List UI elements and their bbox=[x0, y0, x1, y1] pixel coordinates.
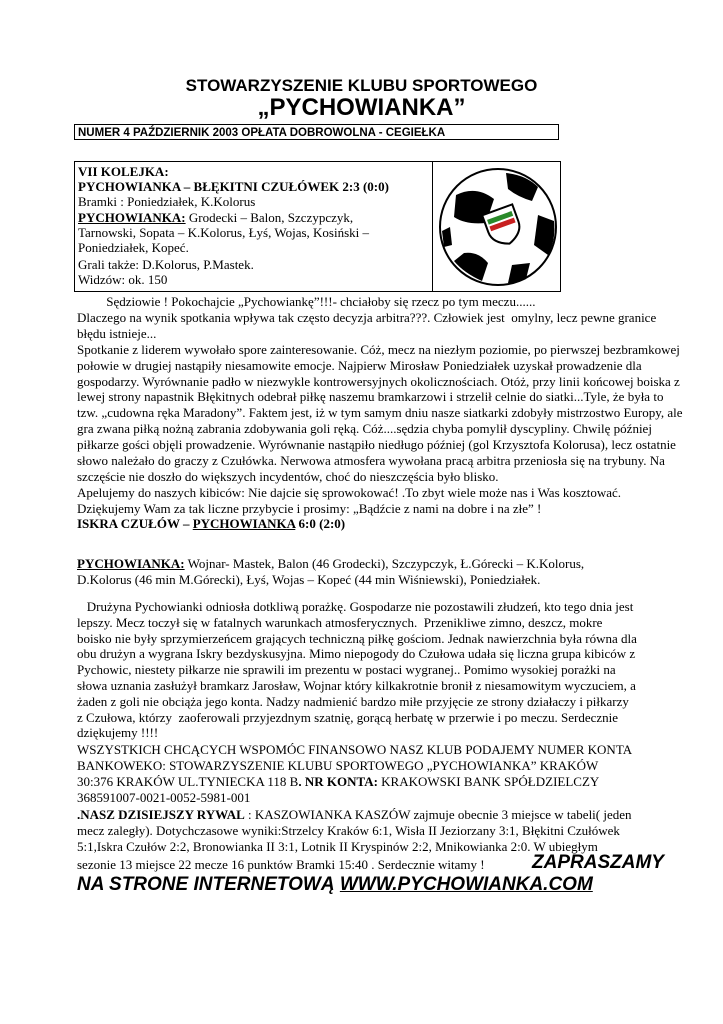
issue-banner: NUMER 4 PAŹDZIERNIK 2003 OPŁATA DOBROWOLNA - CEGIEŁKA bbox=[74, 124, 559, 140]
account-label: . NR KONTA: bbox=[298, 774, 378, 789]
header-title: STOWARZYSZENIE KLUBU SPORTOWEGO bbox=[185, 76, 538, 95]
match2-title bbox=[77, 516, 345, 531]
team-label: PYCHOWIANKA: bbox=[78, 209, 186, 225]
match2-team: PYCHOWIANKA bbox=[192, 516, 296, 531]
rival-line-4: sezonie 13 miejsce 22 mecze 16 punktów Bramki 15:40 . Serdecznie witamy ! bbox=[77, 857, 485, 872]
report1-line: błędu istnieje... bbox=[77, 325, 157, 341]
report2-line: lepszy. Mecz toczył się w fatalnych warunkach atmosferycznych. Przenikliwe zimno, deszcz, mokre bbox=[77, 614, 603, 630]
round-label: VII KOLEJKA: bbox=[78, 164, 169, 179]
match-box bbox=[74, 161, 561, 292]
report1-line: Dziękujemy Wam za tak liczne przybycie i prosimy: „Bądźcie z nami na dobre i na złe” ! bbox=[77, 500, 542, 516]
report2-line: dziękujemy !!!! bbox=[77, 725, 159, 741]
match2-lineup-text: Wojnar- Mastek, Balon (46 Grodecki), Szczypczyk, Ł.Górecki – K.Kolorus, bbox=[184, 556, 585, 571]
also-played: Grali także: D.Kolorus, P.Mastek. bbox=[78, 257, 254, 273]
match2-score: 6:0 (2:0) bbox=[295, 516, 346, 531]
report1-line: gra zwana piłką nożną zabrania zdobywania goli ręką. Cóż....sędzia chyba pomylił dyscypliny. Chwilę później bbox=[77, 421, 652, 437]
website-link[interactable]: WWW.PYCHOWIANKA.COM bbox=[339, 874, 593, 895]
report1-line: Spotkanie z liderem wywołało spore zainteresowanie. Cóż, mecz na niezłym poziomie, po pierwszej bezbramkowej bbox=[77, 341, 680, 357]
bank-line-2: BANKOWEKO: STOWARZYSZENIE KLUBU SPORTOWEGO „PYCHOWIANKA” KRAKÓW bbox=[77, 758, 599, 773]
match-title: PYCHOWIANKA – BŁĘKITNI CZUŁÓWEK 2:3 (0:0) bbox=[78, 179, 389, 195]
rival-line-3: 5:1,Iskra Czułów 2:2, Bronowianka II 3:1, Lotnik II Kryspinów 2:2, Mnikowianka 2:0. W ubiegłym bbox=[77, 839, 598, 854]
spectators: Widzów: ok. 150 bbox=[78, 272, 168, 288]
report1-line: szczęście nie doszło do większych incydentów, choć do nieszczęścia było blisko. bbox=[77, 468, 499, 484]
goals-line: Bramki : Poniedziałek, K.Kolorus bbox=[78, 194, 256, 210]
report1-line: połowie w drugiej nastąpiły niesamowite emocje. Najpierw Mirosław Poniedziałek uzyskał prowadzenie dla bbox=[77, 357, 642, 373]
report2-line: boisko nie były sprzymierzeńcem grających techniczną piłkę gościom. Jednak nawierzchnia była równa dla bbox=[77, 630, 637, 646]
lineup-line-2: Tarnowski, Sopata – K.Kolorus, Łyś, Wojas, Kosiński – bbox=[78, 224, 370, 240]
match2-prefix: ISKRA CZUŁÓW – bbox=[77, 516, 193, 531]
match2-lineup-1 bbox=[77, 556, 584, 571]
report2-line: Drużyna Pychowianki odniosła dotkliwą porażkę. Gospodarze nie pozostawili złudzeń, kto tego dnia jest bbox=[77, 599, 634, 614]
lineup-text-1: Grodecki – Balon, Szczypczyk, bbox=[185, 209, 354, 225]
report1-line: tzw. „cudowna ręka Maradony”. Faktem jest, iż w tym samym dniu nasze siatkarki zdobyły mistrzostwo Europy, ale bbox=[77, 405, 683, 421]
match-box-text bbox=[78, 164, 430, 288]
report1-line: Apelujemy do naszych kibiców: Nie dajcie się sprowokować! .To zbyt wiele może nas i Was kosztować. bbox=[77, 484, 622, 500]
report1-line: lewej strony napastnik Błękitnych odebrał piłkę naszemu bramkarzowi i strzelił celnie do siatki...Tyle, że była to bbox=[77, 389, 664, 405]
promo-invite: ZAPRASZAMY bbox=[532, 852, 664, 873]
rival-text-1: : KASZOWIANKA KASZÓW zajmuje obecnie 3 miejsce w tabeli( jeden bbox=[244, 807, 632, 822]
soccer-ball-icon bbox=[436, 165, 560, 289]
report2-line: z Czułowa, którzy zaoferowali przyjezdnym szatnię, gorącą herbatę w przerwie i po meczu. Serdecznie bbox=[77, 709, 619, 725]
report2-line: słowa uznania zasłużył bramkarz Jarosław, Wojnar który kilkakrotnie bronił z niesamowitym wyczuciem, a bbox=[77, 678, 636, 693]
bank-name: KRAKOWSKI BANK SPÓŁDZIELCZY bbox=[377, 774, 600, 789]
match2-lineup-label: PYCHOWIANKA: bbox=[77, 556, 185, 571]
rival-label: .NASZ DZISIEJSZY RYWAL bbox=[77, 807, 245, 822]
report2-line: Pychowic, niestety piłkarze nie sprawili im prezentu w postaci wygranej.. Pomimo wysokiej porażki na bbox=[77, 662, 616, 678]
rival-line-2: mecz zaległy). Dotychczasowe wyniki:Strzelcy Kraków 6:1, Wisła II Jeziorzany 3:1, Błękitni Czułówek bbox=[77, 823, 620, 838]
match2-lineup-2: D.Kolorus (46 min M.Górecki), Łyś, Wojas – Kopeć (44 min Wiśniewski), Poniedziałek. bbox=[77, 572, 541, 587]
account-number: 368591007-0021-0052-5981-001 bbox=[77, 790, 251, 805]
club-name: „PYCHOWIANKA” bbox=[257, 94, 466, 121]
rival-line-1 bbox=[77, 807, 632, 822]
report1-line: słowo należało do graczy z Czułówka. Nerwowa atmosfera wywołana pracą arbitra przeniosła się na trybuny. Na bbox=[77, 453, 665, 468]
bank-line-1: WSZYSTKICH CHCĄCYCH WSPOMÓC FINANSOWO NASZ KLUB PODAJEMY NUMER KONTA bbox=[77, 742, 633, 757]
bank-line-3 bbox=[77, 774, 599, 789]
lineup-line-1 bbox=[78, 210, 430, 225]
report2-line: żaden z goli nie obciąża jego konta. Nadzy nadmienić bardzo miłe przyjęcie ze strony działaczy i piłkarzy bbox=[77, 693, 629, 709]
report1-line: gospodarzy. Wyrównanie padło w niezwykle kontrowersyjnych okolicznościach. Otóż, przy linii końcowej boiska z bbox=[77, 373, 680, 389]
report2-line: obu drużyn a wygrana Iskry bezdyskusyjna. Mimo niepogody do Czułowa udała się liczna grupa kibiców z bbox=[77, 646, 636, 662]
bank-address: 30:376 KRAKÓW UL.TYNIECKA 118 B bbox=[77, 774, 299, 789]
report1-line: Sędziowie ! Pokochajcie „Pychowiankę”!!!- chciałoby się rzecz po tym meczu...... bbox=[77, 294, 536, 309]
promo-website bbox=[77, 874, 593, 896]
box-divider bbox=[432, 162, 433, 292]
promo-text: NA STRONE INTERNETOWĄ bbox=[77, 874, 340, 895]
report1-line: piłkarze gości objęli prowadzenie. Wyrównanie nastąpiło niedługo później (gol Krzysztofa Kolorusa), lecz ostatnie bbox=[77, 437, 676, 453]
report1-line: Dlaczego na wynik spotkania wpływa tak często decyzja arbitra???. Człowiek jest omylny, lecz pewne granice bbox=[77, 309, 657, 325]
lineup-line-3: Poniedziałek, Kopeć. bbox=[78, 240, 189, 256]
